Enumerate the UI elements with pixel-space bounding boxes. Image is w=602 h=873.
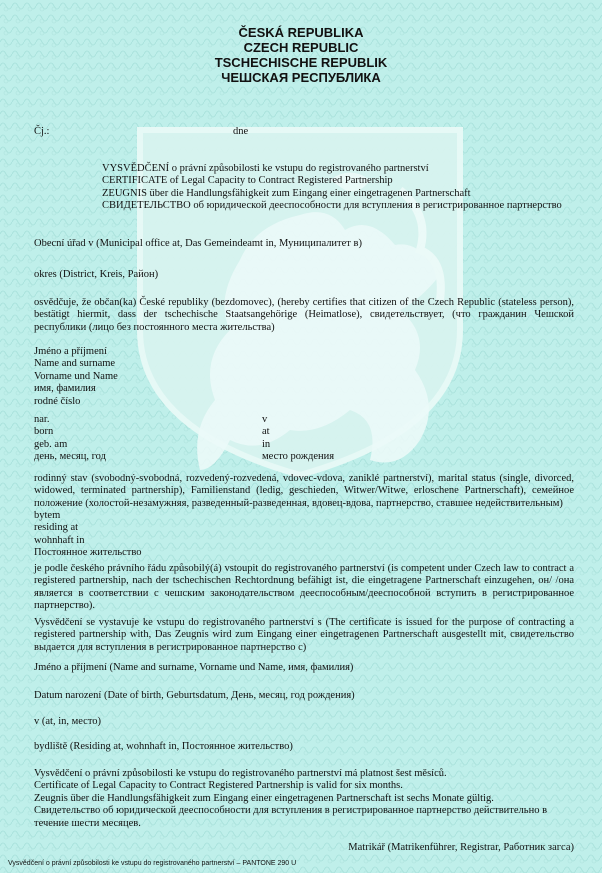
residence-label-russian: Постоянное жительство	[34, 547, 142, 559]
born-label-english: born	[34, 426, 54, 438]
place-label-english: at	[262, 426, 270, 438]
title-english: CERTIFICATE of Legal Capacity to Contract Registered Partnership	[102, 175, 393, 187]
document-title	[102, 163, 582, 213]
heading-english: CZECH REPUBLIC	[243, 40, 359, 55]
birth-date-labels	[34, 414, 106, 464]
birth-place-labels	[262, 414, 334, 464]
title-german: ZEUGNIS über die Handlungsfähigkeit zum Eingang einer eingetragenen Partnerschaft	[102, 187, 471, 199]
partner-birth-place-label: v (at, in, место)	[34, 716, 102, 727]
residence-label-czech: bytem	[34, 510, 61, 521]
born-label-czech: nar.	[34, 414, 50, 425]
title-czech: VYSVĚDČENÍ o právní způsobilosti ke vstupu do registrovaného partnerství	[102, 163, 429, 174]
certifies-statement: osvědčuje, že občan(ka) České republiky (bezdomovec), (hereby certifies that citizen of the Czech Republic (stateless person), bestätigt hiermit, dass der tschechische Staatsangehörige (Heimatlose), свидетельствует, (что гражданин Чешской республики (лицо без постоянного места жительства)	[34, 297, 574, 333]
partner-birth-date-label: Datum narození (Date of birth, Geburtsdatum, День, месяц, год рождения)	[34, 690, 355, 701]
legal-capacity-statement: je podle českého právního řádu způsobilý(á) vstoupit do registrovaného partnerství (is competent under Czech law to contract a registered partnership, nach der tschechischen Rechtordnung befähigt ist, die eingetragene Partnerschaft einzugehen, он/ /она является в соответствии с чешским законодательством дееспособным/дееспособной вступить в регистрированное партнерство).	[34, 563, 574, 612]
heading-russian: ЧЕШСКАЯ РЕСПУБЛИКА	[221, 70, 381, 85]
validity-english: Certificate of Legal Capacity to Contract Registered Partnership is valid for six months.	[34, 780, 403, 792]
reference-number-label: Čj.:	[34, 126, 50, 137]
place-label-german: in	[262, 438, 271, 450]
name-label-russian: имя, фамилия	[34, 383, 96, 395]
validity-notice	[34, 768, 574, 830]
name-label-english: Name and surname	[34, 358, 116, 370]
heading-czech: ČESKÁ REPUBLIKA	[238, 25, 364, 40]
country-heading	[0, 25, 602, 85]
name-label-german: Vorname und Name	[34, 370, 118, 382]
born-label-russian: день, месяц, год	[34, 451, 106, 463]
holder-name-labels	[34, 346, 118, 408]
partner-name-label: Jméno a příjmení (Name and surname, Vorname und Name, имя, фамилия)	[34, 662, 354, 673]
validity-russian: Свидетельство об юридической дееспособности для вступления в регистрированное партнерство действительно в течение шести месяцев.	[34, 805, 548, 829]
district-label: okres (District, Kreis, Район)	[34, 269, 159, 280]
partner-residence-label: bydliště (Residing at, wohnhaft in, Постоянное жительство)	[34, 741, 293, 752]
date-label: dne	[233, 126, 249, 137]
registrar-signature-label: Matrikář (Matrikenführer, Registrar, Работник загса)	[348, 842, 574, 853]
birth-number-label: rodné číslo	[34, 395, 81, 407]
footer-print-note: Vysvědčení o právní způsobilosti ke vstupu do registrovaného partnerství – PANTONE 290 U	[8, 860, 297, 867]
issued-for-statement: Vysvědčení se vystavuje ke vstupu do registrovaného partnerství s (The certificate is issued for the purpose of contracting a registered partnership with, Das Zeugnis wird zum Eingang einer eingetragenen Partnerschaft ausgestellt mit, свидетельство выдается для вступления в регистрированное партнерство с)	[34, 617, 574, 653]
validity-german: Zeugnis über die Handlungsfähigkeit zum Eingang einer eingetragenen Partnerschaft ist sechs Monate gültig.	[34, 792, 494, 804]
name-label-czech: Jméno a příjmení	[34, 346, 107, 357]
title-russian: СВИДЕТЕЛЬСТВО об юридической дееспособности для вступления в регистрированное партнерство	[102, 200, 562, 212]
residence-label-german: wohnhaft in	[34, 534, 85, 546]
validity-czech: Vysvědčení o právní způsobilosti ke vstupu do registrovaného partnerství má platnost šest měsíců.	[34, 768, 447, 779]
marital-status-statement: rodinný stav (svobodný-svobodná, rozvedený-rozvedená, vdovec-vdova, zaniklé partnerství), marital status (single, divorced, widowed, terminated partnership), Familienstand (ledig, geschieden, Witwer/Witwe, erloschene Partnerschaft), семейное положение (холостой-незамужняя, разведенный-разведенная, вдовец-вдова, партнерство, ставшее недействительным)	[34, 473, 574, 509]
residence-label-english: residing at	[34, 522, 79, 534]
place-label-russian: место рождения	[262, 451, 335, 463]
born-label-german: geb. am	[34, 438, 68, 450]
place-label-czech: v	[262, 414, 268, 425]
municipal-office-label: Obecní úřad v (Municipal office at, Das Gemeindeamt in, Муниципалитет в)	[34, 238, 362, 249]
residence-labels	[34, 510, 142, 560]
heading-german: TSCHECHISCHE REPUBLIK	[214, 55, 388, 70]
